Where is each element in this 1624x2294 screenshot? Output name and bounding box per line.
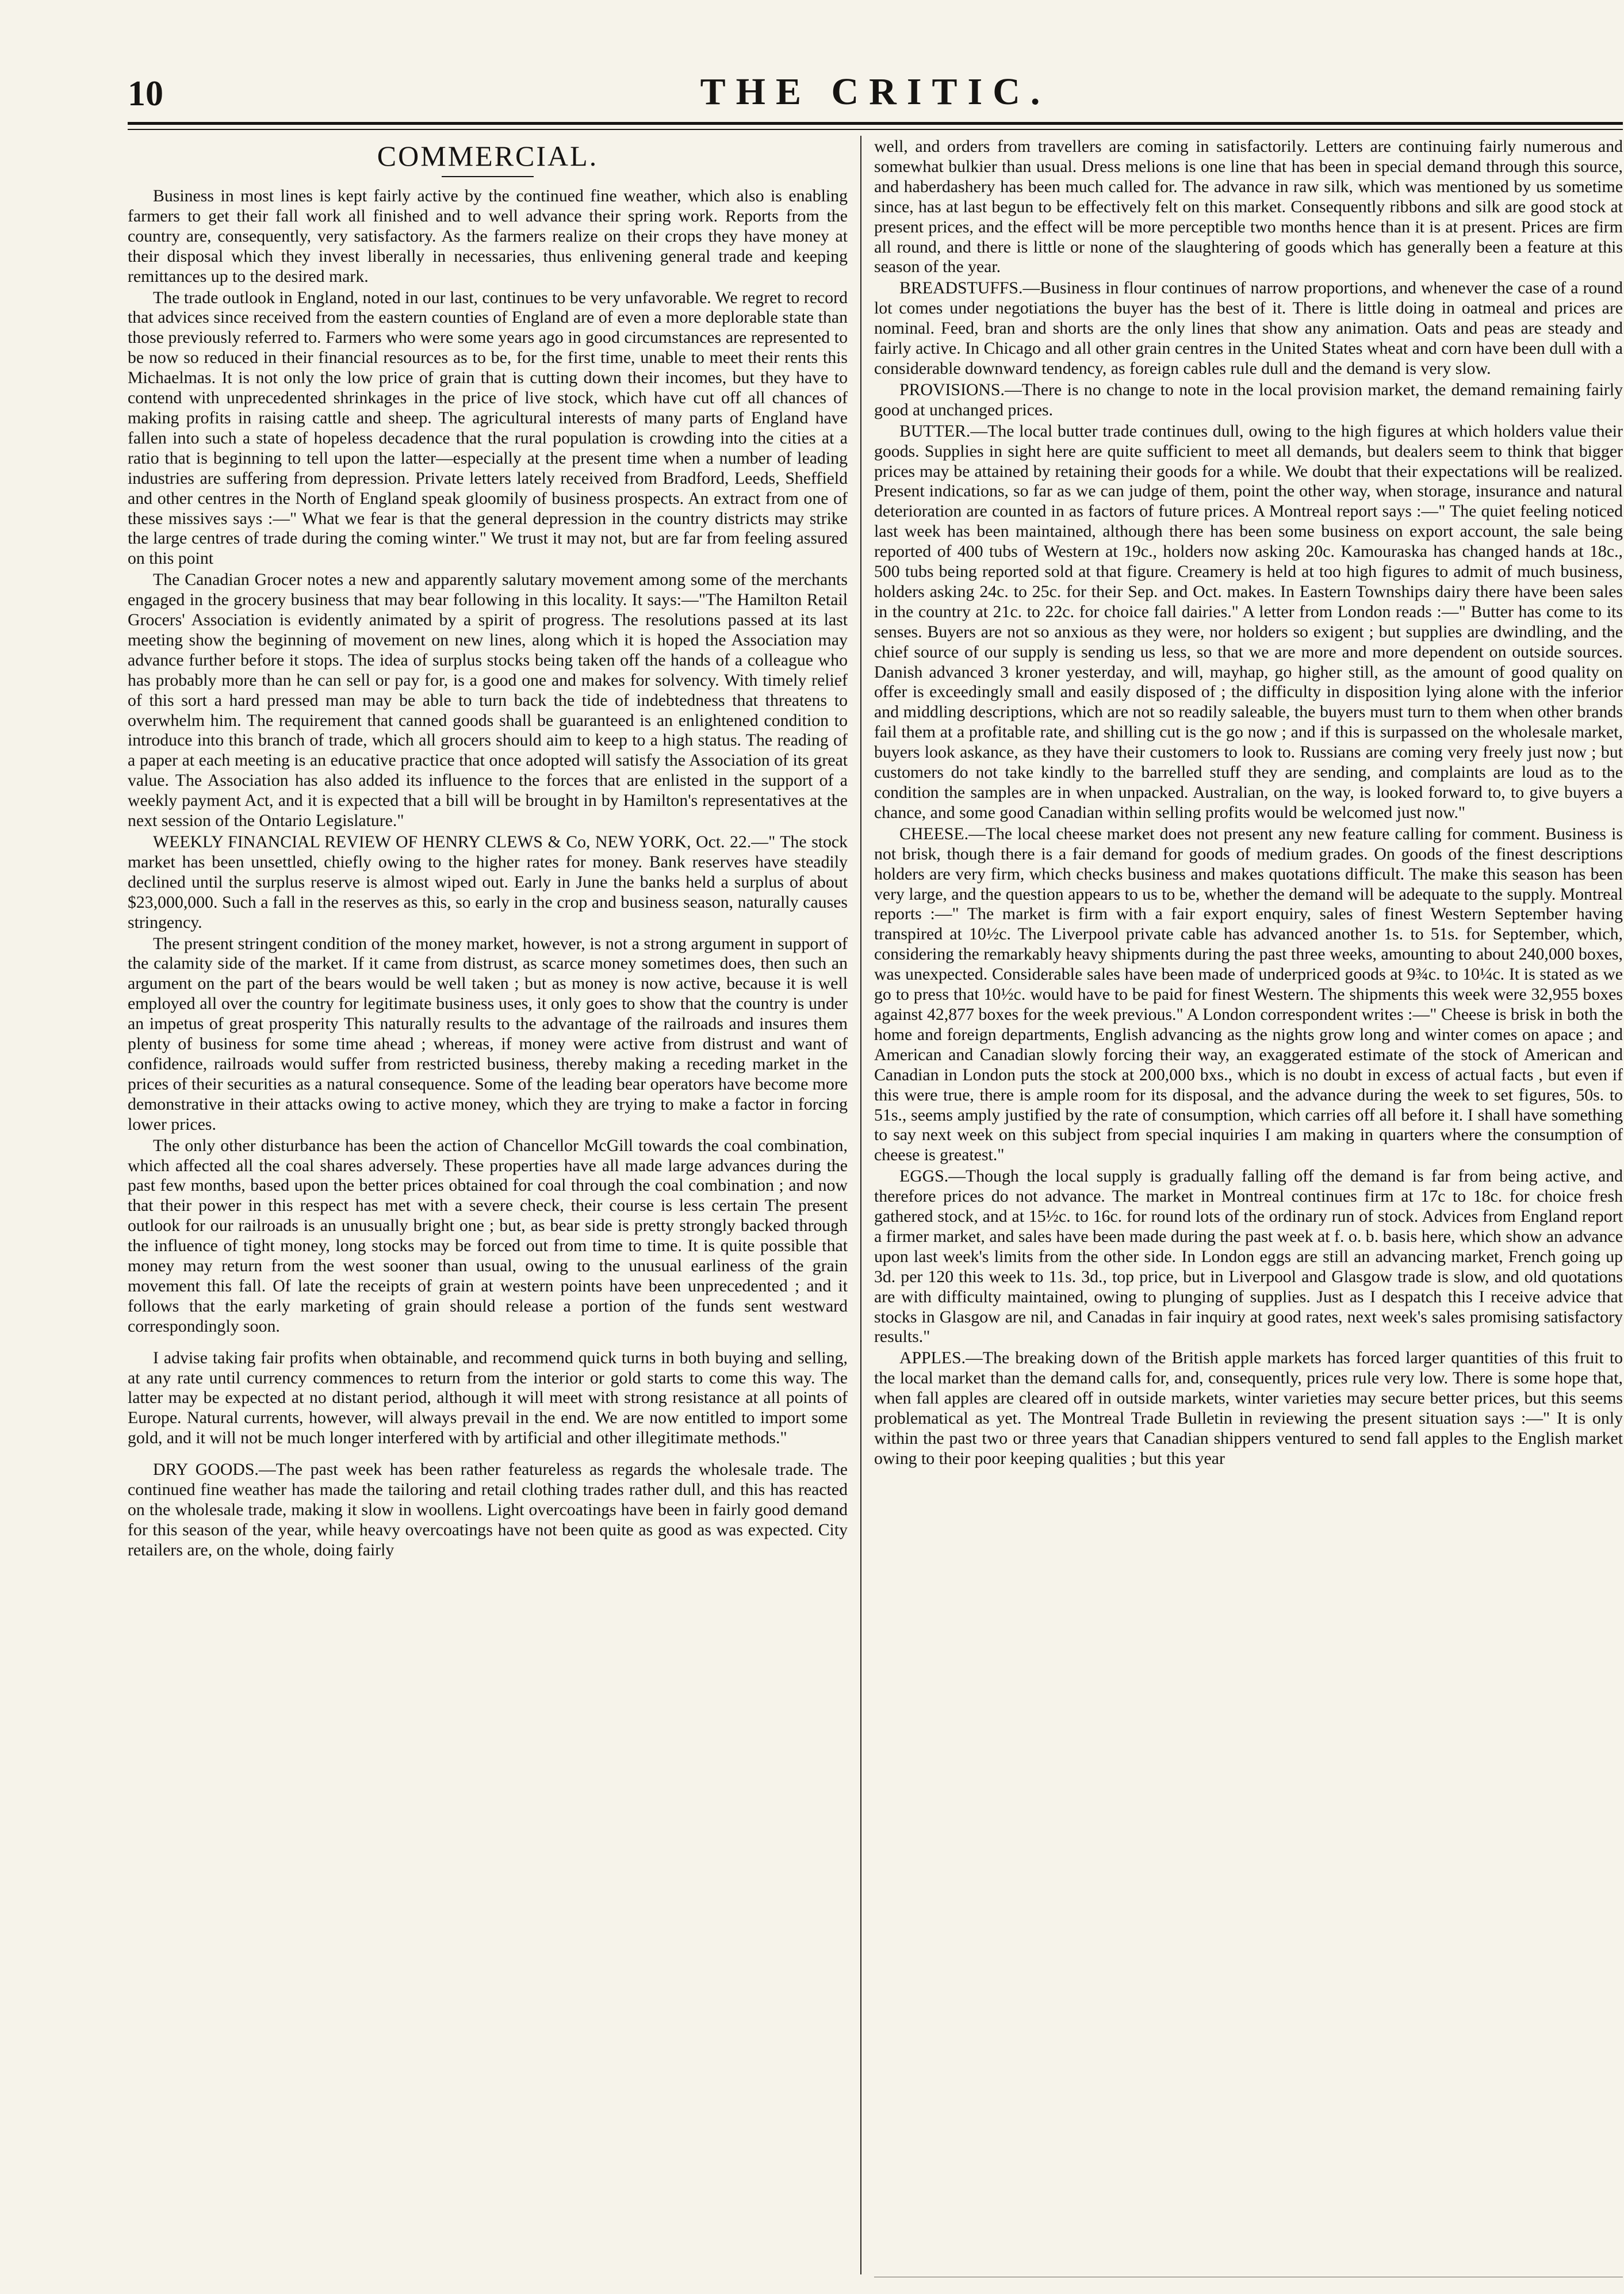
paragraph-apples: APPLES.—The breaking down of the British apple markets has forced larger quantities of this fruit to the local market than the demand calls for, and, consequently, prices rule very low. There is some hope that, when fall apples are cleared off in outside markets, winter varieties may secure better prices, but this seems problematical as yet. The Montreal Trade Bulletin in reviewing the present situation says :—" It is only within the past two or three years that Canadian shippers ventured to send fall apples to the English market owing to their poor keeping qualities ; but this year xyxy=(874,1348,1623,1468)
paragraph-fair-profits: I advise taking fair profits when obtainable, and recommend quick turns in both buying and selling, at any rate until currency commences to return from the interior or gold starts to come this way. The latter may be expected at no distant period, although it will meet with strong resistance at all points of Europe. Natural currents, however, will always prevail in the end. We are now entitled to import some gold, and it will not be much longer interfered with by artificial and other illegitimate methods." xyxy=(128,1348,848,1448)
masthead-rule-thin xyxy=(128,129,1623,130)
paragraph-dry-goods-continued: well, and orders from travellers are coming in satisfactorily. Letters are continuing fairly numerous and somewhat bulkier than usual. Dress melions is one line that has been in special demand through this source, and haberdashery has been much called for. The advance in raw silk, which was mentioned by us sometime since, has at last begun to be effectively felt on this market. Consequently ribbons and silk are good stock at present prices, and the effect will be more perceptible two months hence than it is at present. Prices are firm all round, and there is little or none of the slaughtering of goods which has generally been a feature at this season of the year. xyxy=(874,137,1623,277)
paragraph-financial-review: WEEKLY FINANCIAL REVIEW OF HENRY CLEWS & Co, NEW YORK, Oct. 22.—" The stock market has been unsettled, chiefly owing to the higher rates for money. Bank reserves have steadily declined until the surplus reserve is almost wiped out. Early in June the banks held a surplus of about $23,000,000. Such a fall in the reserves as this, so early in the crop and business season, naturally causes stringency. xyxy=(128,832,848,932)
column-divider xyxy=(860,136,861,2274)
section-heading: COMMERCIAL. xyxy=(377,140,599,172)
heading-rule xyxy=(442,176,534,177)
paragraph-breadstuffs: BREADSTUFFS.—Business in flour continues of narrow proportions, and whenever the case of a round lot comes under negotiations the buyer has the best of it. There is little doing in oatmeal and prices are nominal. Feed, bran and shorts are the only lines that show any animation. Oats and peas are steady and fairly active. In Chicago and all other grain centres in the United States wheat and corn have been dull with a considerable downward tendency, as foreign cables rule dull and the demand is very slow. xyxy=(874,278,1623,378)
masthead-rule-thick xyxy=(128,122,1623,125)
paragraph-cheese: CHEESE.—The local cheese market does not present any new feature calling for comment. Business is not brisk, though there is a fair demand for goods of medium grades. On goods of the finest descriptions holders are very firm, which checks business and makes quotations difficult. The make this season has been very large, and the question appears to us to be, whether the demand will be adequate to the supply. Montreal reports :—" The market is firm with a fair export enquiry, sales of finest Western September having transpired at 10½c. The Liverpool private cable has advanced another 1s. to 51s. for September, which, considering the remarkably heavy shipments during the past three weeks, amounting to about 240,000 boxes, was unexpected. Considerable sales have been made of underpriced goods at 9¾c. to 10¼c. It is stated as we go to press that 10½c. would have to be paid for finest Western. The shipments this week were 32,955 boxes against 42,877 boxes for the week previous." A London correspondent writes :—" Cheese is brisk in both the home and foreign departments, English advancing as the nights grow long and winter comes on apace ; and American and Canadian slowly forcing their way, an exaggerated estimate of the stock of American and Canadian in London puts the stock at 200,000 bxs., which is no doubt in excess of actual facts , but even if this were true, there is ample room for its disposal, and the advance during the week to set figures, 50s. to 51s., seems amply justified by the rate of consumption, which carries off all before it. I shall have something to say next week on this subject from special inquiries I am making in quarters where the consumption of cheese is greatest." xyxy=(874,824,1623,1165)
masthead xyxy=(128,70,1623,116)
paragraph-butter: BUTTER.—The local butter trade continues dull, owing to the high figures at which holders value their goods. Supplies in sight here are quite sufficient to meet all demands, but dealers seem to think that bigger prices may be attained by retaining their goods for a while. We doubt that their expectations will be realized. Present indications, so far as we can judge of them, point the other way, when storage, insurance and natural deterioration are counted in as factors of future prices. A Montreal report says :—" The quiet feeling noticed last week has been maintained, although there has been some business on export account, the sale being reported of 400 tubs of Western at 19c., holders now asking 20c. Kamouraska has changed hands at 18c., 500 tubs being reported sold at that figure. Creamery is held at too high figures to admit of much business, holders asking 24c. to 25c. for their Sep. and Oct. makes. In Eastern Townships dairy there have been sales in the country at 21c. to 22c. for choice fall dairies." A letter from London reads :—" Butter has come to its senses. Buyers are not so anxious as they were, nor holders so exigent ; but supplies are dwindling, and the chief source of our supply is sending us less, so that we are more and more dependent on outside sources. Danish advanced 3 kroner yesterday, and will, mayhap, go higher still, as the amount of good quality on offer is exceedingly small and easily disposed of ; the difficulty in disposition lying alone with the inferior and middling descriptions, which are not so readily saleable, the buyers must turn to them when other brands fail them at a profitable rate, and shilling cut is the go now ; and if this is surpassed on the wholesale market, buyers look askance, as they have their customers to look to. Russians are coming very freely just now ; but customers do not take kindly to the barrelled stuff they are sending, and complaints are loud as to the condition the samples are in when unpacked. Australian, on the way, is looked forward to, to give buyers a chance, and some good Canadian within selling profits would be welcomed just now." xyxy=(874,421,1623,822)
paragraph-coal-combination: The only other disturbance has been the action of Chancellor McGill towards the coal combination, which affected all the coal shares adversely. These properties have all made large advances during the past few months, based upon the better prices obtained for coal through the coal combination ; and now that their power in this respect has met with a severe check, their course is less certain The present outlook for our railroads is an unusually bright one ; but, as bear side is pretty strongly backed through the influence of tight money, long stocks may be forced out from time to time. It is quite possible that money may return from the west sooner than usual, owing to the unusual earliness of the grain movement this fall. Of late the receipts of grain at western points have been unprecedented ; and it follows that the early marketing of grain should release a portion of the funds sent westward correspondingly soon. xyxy=(128,1135,848,1336)
page-number: 10 xyxy=(128,74,163,113)
right-column xyxy=(874,137,1623,2274)
newspaper-title: THE CRITIC. xyxy=(700,71,1051,113)
paragraph-england-outlook: The trade outlook in England, noted in our last, continues to be very unfavorable. We regret to record that advices since received from the eastern counties of England are of even a more deplorable state than those previously referred to. Farmers who were some years ago in good circumstances are represented to be now so reduced in their financial resources as to be, for the first time, unable to meet their rents this Michaelmas. It is not only the low price of grain that is cutting down their incomes, but they have to contend with unprecedented shrinkages in the price of live stock, which have cut off all chances of making profits in raising cattle and sheep. The agricultural interests of many parts of England have fallen into such a state of hopeless decadence that the rural population is crowding into the cities at a ratio that is beginning to tell upon the latter—especially at the present time when a number of leading industries are suffering from depression. Private letters lately received from Bradford, Leeds, Sheffield and other centres in the North of England speak gloomily of business prospects. An extract from one of these missives says :—" What we fear is that the general depression in the country districts may strike the large centres of trade during the coming winter." We trust it may not, but are far from feeling assured on this point xyxy=(128,288,848,568)
paragraph-dry-goods: DRY GOODS.—The past week has been rather featureless as regards the wholesale trade. The continued fine weather has made the tailoring and retail clothing trades rather dull, and this has reacted on the wholesale trade, making it slow in woollens. Light overcoatings have been in fairly good demand for this season of the year, while heavy overcoatings have not been quite as good as was expected. City retailers are, on the whole, doing fairly xyxy=(128,1460,848,1559)
paragraph-canadian-grocer: The Canadian Grocer notes a new and apparently salutary movement among some of the merchants engaged in the grocery business that may bear following in this locality. It says:—"The Hamilton Retail Grocers' Association is evidently animated by a spirit of progress. The resolutions passed at its last meeting show the beginning of movement on new lines, along which it is hoped the Association may advance further before it stops. The idea of surplus stocks being taken off the hands of a colleague who has probably more than he can sell or pay for, is a good one and makes for solvency. With timely relief of this sort a hard pressed man may be able to turn back the tide of indebtedness that threatens to overwhelm him. The requirement that canned goods shall be guaranteed is an enlightened condition to introduce into this branch of trade, which all grocers should aim to keep to a high status. The reading of a paper at each meeting is an educative practice that once adopted will satisfy the Association of its great value. The Association has also added its influence to the forces that are enlisted in the support of a weekly payment Act, and it is expected that a bill will be brought in by Hamilton's representatives at the next session of the Ontario Legislature." xyxy=(128,570,848,831)
paragraph-money-market: The present stringent condition of the money market, however, is not a strong argument in support of the calamity side of the market. If it came from distrust, as scarce money sometimes does, then such an argument on the part of the bears would be well taken ; but as money is now active, because it is well employed all over the country for legitimate business uses, it only goes to show that the country is under an impetus of great prosperity This naturally results to the advantage of the railroads and insures them plenty of business for some time ahead ; whereas, if money were active from distrust and want of confidence, railroads would suffer from restricted business, thereby making a receding market in the prices of their securities as a natural consequence. Some of the leading bear operators have become more demonstrative in their attacks owing to active money, which they are trying to make a factor in forcing lower prices. xyxy=(128,934,848,1134)
left-column xyxy=(128,137,848,2274)
paragraph-provisions: PROVISIONS.—There is no change to note in the local provision market, the demand remaining fairly good at unchanged prices. xyxy=(874,380,1623,419)
paragraph-eggs: EGGS.—Though the local supply is gradually falling off the demand is far from being active, and therefore prices do not advance. The market in Montreal continues firm at 17c to 18c. for choice fresh gathered stock, and at 15½c. to 16c. for round lots of the ordinary run of stock. Advices from England report a firmer market, and sales have been made during the past week at f. o. b. basis here, which show an advance upon last week's limits from the other side. In London eggs are still an advancing market, French going up 3d. per 120 this week to 11s. 3d., top price, but in Liverpool and Glasgow trade is slow, and old quotations are with difficulty maintained, owing to plunging of supplies. Just as I despatch this I receive advice that stocks in Glasgow are nil, and Canadas in fair inquiry at good rates, next week's sales promising satisfactory results." xyxy=(874,1167,1623,1347)
paragraph-business-lines: Business in most lines is kept fairly active by the continued fine weather, which also is enabling farmers to get their fall work all finished and to well advance their spring work. Reports from the country are, consequently, very satisfactory. As the farmers realize on their crops they have money at their disposal which they invest liberally in necessaries, thus enlivening general trade and keeping remittances up to the desired mark. xyxy=(128,186,848,286)
